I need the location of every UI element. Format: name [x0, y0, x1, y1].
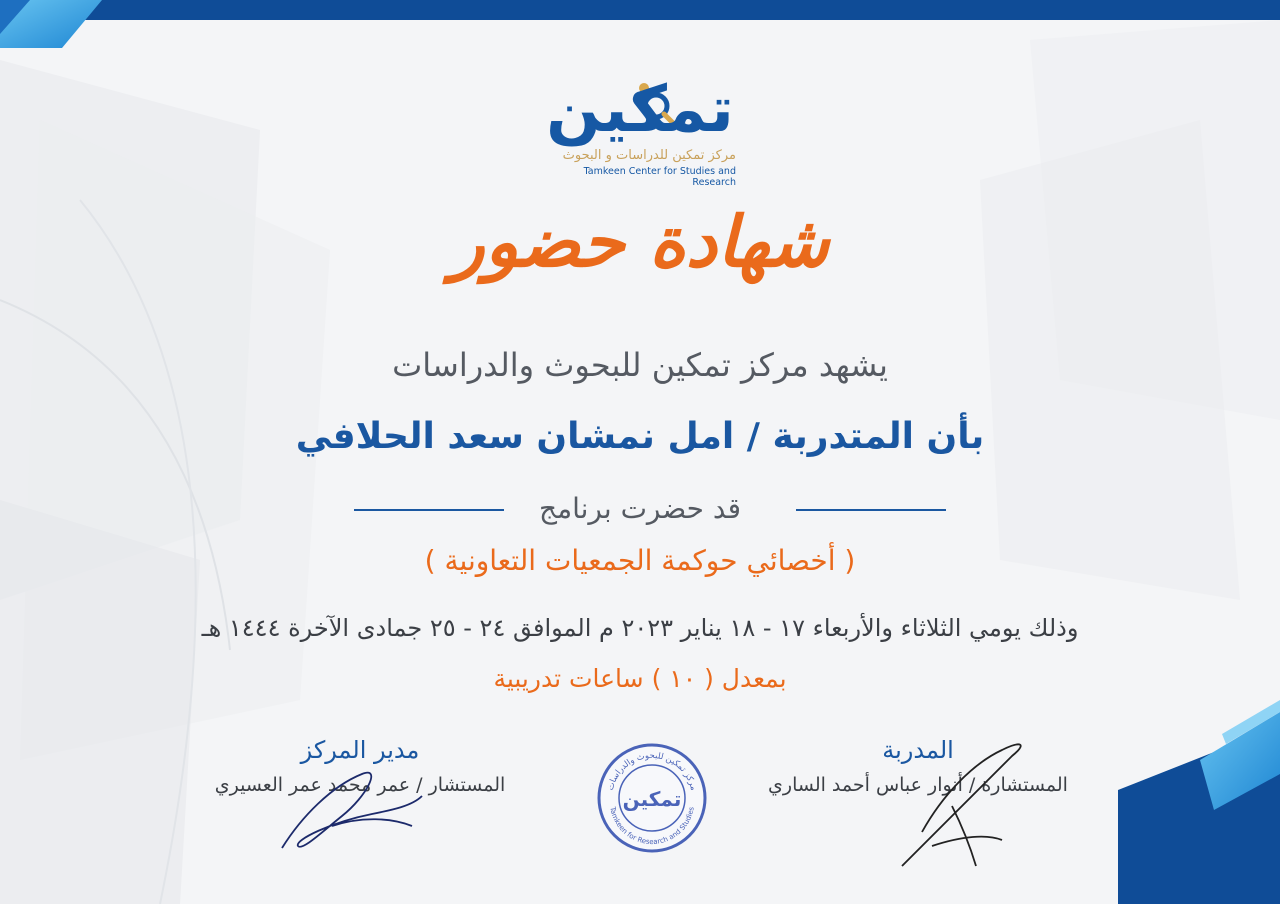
stamp-wordmark: تمكين — [622, 787, 682, 811]
director-title: مدير المركز — [300, 736, 420, 764]
program-name: ( أخصائي حوكمة الجمعيات التعاونية ) — [424, 544, 856, 577]
stamp-ring-english: Tamkeen for Research and Studies — [608, 806, 696, 847]
attended-line: قد حضرت برنامج — [539, 492, 741, 525]
issuer-line: يشهد مركز تمكين للبحوث والدراسات — [392, 346, 888, 384]
trainee-line: بأن المتدربة / امل نمشان سعد الحلافي — [295, 416, 985, 457]
director-name: المستشار / عمر محمد عمر العسيري — [214, 774, 506, 796]
trainer-handwritten-signature — [892, 736, 1032, 876]
director-handwritten-signature — [272, 756, 432, 860]
hours-line: بمعدل ( ١٠ ) ساعات تدريبية — [493, 664, 787, 693]
trainer-name: المستشارة / أنوار عباس أحمد الساري — [768, 774, 1068, 796]
center-logo — [540, 70, 740, 188]
stamp-ring-arabic: مركز تمكين للبحوث والدراسات — [605, 750, 699, 792]
right-divider — [796, 509, 946, 511]
logo-wordmark: تمكين — [546, 73, 734, 147]
center-stamp — [596, 742, 708, 854]
certificate-title: شهادة حضور — [450, 200, 830, 283]
trainer-title: المدربة — [882, 736, 954, 764]
dates-line: وذلك يومي الثلاثاء والأربعاء ١٧ - ١٨ يناير ٢٠٢٣ م الموافق ٢٤ - ٢٥ جمادى الآخرة ١٤٤٤ هـ — [201, 614, 1079, 642]
logo-arabic-name: مركز تمكين للدراسات و البحوث — [562, 148, 736, 163]
logo-english-name: Tamkeen Center for Studies and Research — [583, 166, 736, 188]
